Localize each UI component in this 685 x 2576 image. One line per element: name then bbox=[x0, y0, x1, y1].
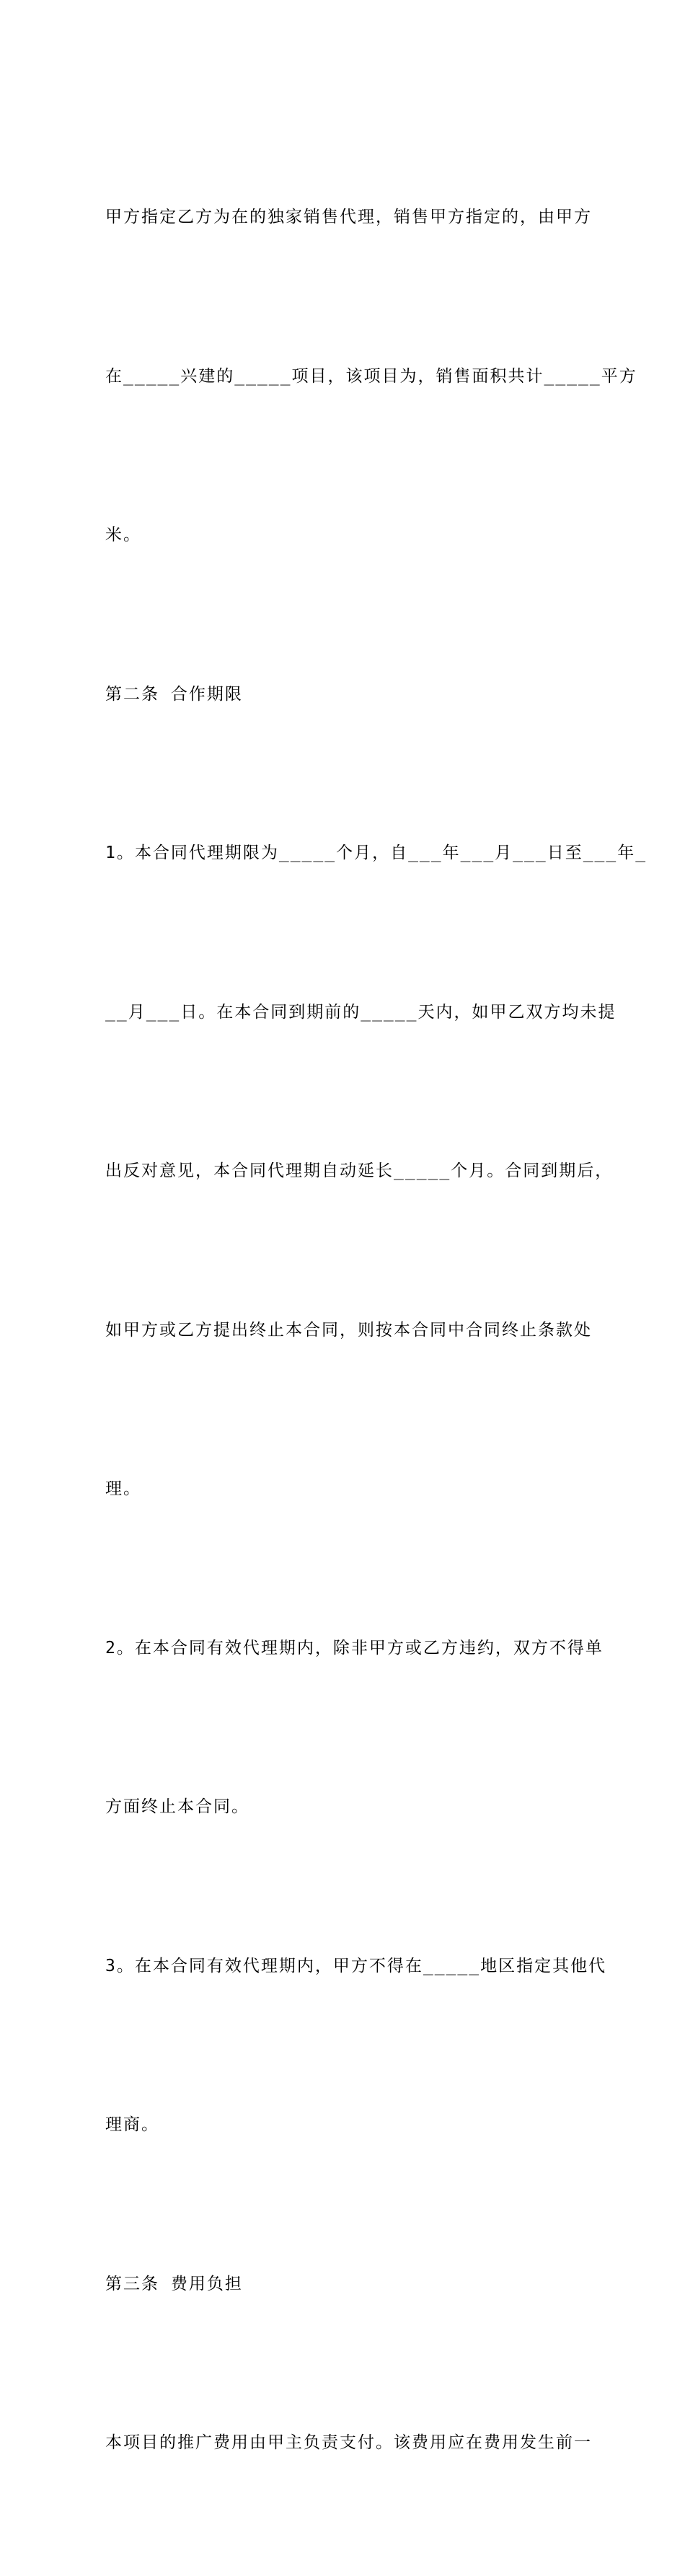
text-line: 在_____兴建的_____项目，该项目为，销售面积共计_____平方 bbox=[105, 366, 637, 386]
text-line: 出反对意见，本合同代理期自动延长_____个月。合同到期后， bbox=[105, 1161, 614, 1180]
text-line: 米。 bbox=[105, 526, 141, 544]
text-line: 方面终止本合同。 bbox=[105, 1797, 249, 1816]
text-line: 如甲方或乙方提出终止本合同，则按本合同中合同终止条款处 bbox=[105, 1320, 592, 1340]
text-line: 理商。 bbox=[105, 2115, 159, 2134]
text-line: 3。在本合同有效代理期内，甲方不得在_____地区指定其他代 bbox=[105, 1956, 607, 1975]
section-heading: 第二条 合作期限 bbox=[105, 684, 243, 704]
text-line: __月___日。在本合同到期前的_____天内，如甲乙双方均未提 bbox=[105, 1002, 616, 1022]
text-line: 理。 bbox=[105, 1479, 141, 1498]
section-heading: 第三条 费用负担 bbox=[105, 2274, 243, 2293]
text-line: 1。本合同代理期限为_____个月，自___年___月___日至___年_ bbox=[105, 844, 648, 862]
text-line: 本项目的推广费用由甲主负责支付。该费用应在费用发生前一 bbox=[105, 2433, 592, 2452]
text-line: 甲方指定乙方为在的独家销售代理，销售甲方指定的，由甲方 bbox=[105, 208, 592, 226]
text-line: 2。在本合同有效代理期内，除非甲方或乙方违约，双方不得单 bbox=[105, 1638, 604, 1657]
document-body bbox=[105, 85, 648, 2576]
